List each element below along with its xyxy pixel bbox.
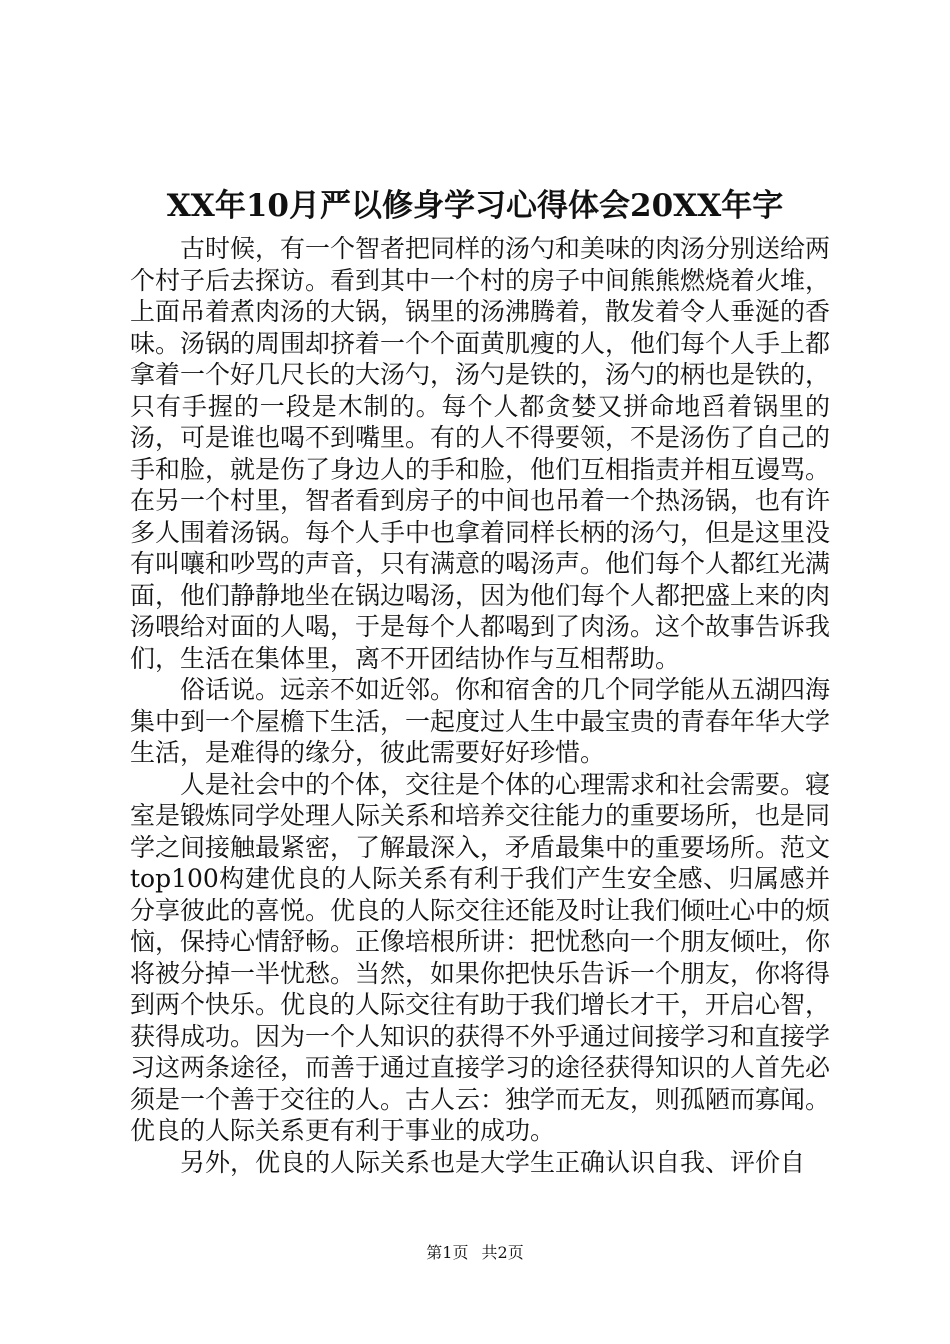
- paragraph-1: 古时候，有一个智者把同样的汤勺和美味的肉汤分别送给两个村子后去探访。看到其中一个村的房子中间熊熊燃烧着火堆，上面吊着煮肉汤的大锅，锅里的汤沸腾着，散发着令人垂涎的香味。汤锅的周围却挤着一个个面黄肌瘦的人，他们每个人手上都拿着一个好几尺长的大汤勺，汤勺是铁的，汤勺的柄也是铁的，只有手握的一段是木制的。每个人都贪婪又拼命地舀着锅里的汤，可是谁也喝不到嘴里。有的人不得要领，不是汤伤了自己的手和脸，就是伤了身边人的手和脸，他们互相指责并相互谩骂。在另一个村里，智者看到房子的中间也吊着一个热汤锅，也有许多人围着汤锅。每个人手中也拿着同样长柄的汤勺，但是这里没有叫嚷和吵骂的声音，只有满意的喝汤声。他们每个人都红光满面，他们静静地坐在锅边喝汤，因为他们每个人都把盛上来的肉汤喂给对面的人喝，于是每个人都喝到了肉汤。这个故事告诉我们，生活在集体里，离不开团结协作与互相帮助。: [130, 234, 831, 673]
- page-number-total: 共2页: [481, 1243, 524, 1262]
- document-body: [130, 233, 830, 1178]
- page-footer: [0, 1243, 950, 1263]
- document-title: XX年10月严以修身学习心得体会20XX年字: [166, 188, 784, 224]
- page-number-current: 第1页: [426, 1243, 469, 1262]
- paragraph-4: 另外，优良的人际关系也是大学生正确认识自我、评价自: [180, 1147, 806, 1177]
- paragraph-3: 人是社会中的个体，交往是个体的心理需求和社会需要。寝室是锻炼同学处理人际关系和培养交往能力的重要场所，也是同学之间接触最紧密，了解最深入，矛盾最集中的重要场所。范文top100构建优良的人际关系有利于我们产生安全感、归属感并分享彼此的喜悦。优良的人际交往还能及时让我们倾吐心中的烦恼，保持心情舒畅。正像培根所讲：把忧愁向一个朋友倾吐，你将被分掉一半忧愁。当然，如果你把快乐告诉一个朋友，你将得到两个快乐。优良的人际交往有助于我们增长才干，开启心智，获得成功。因为一个人知识的获得不外乎通过间接学习和直接学习这两条途径，而善于通过直接学习的途径获得知识的人首先必须是一个善于交往的人。古人云：独学而无友，则孤陋而寡闻。优良的人际关系更有利于事业的成功。: [130, 769, 831, 1145]
- paragraph-2: 俗话说。远亲不如近邻。你和宿舍的几个同学能从五湖四海集中到一个屋檐下生活，一起度过人生中最宝贵的青春年华大学生活，是难得的缘分，彼此需要好好珍惜。: [130, 675, 831, 767]
